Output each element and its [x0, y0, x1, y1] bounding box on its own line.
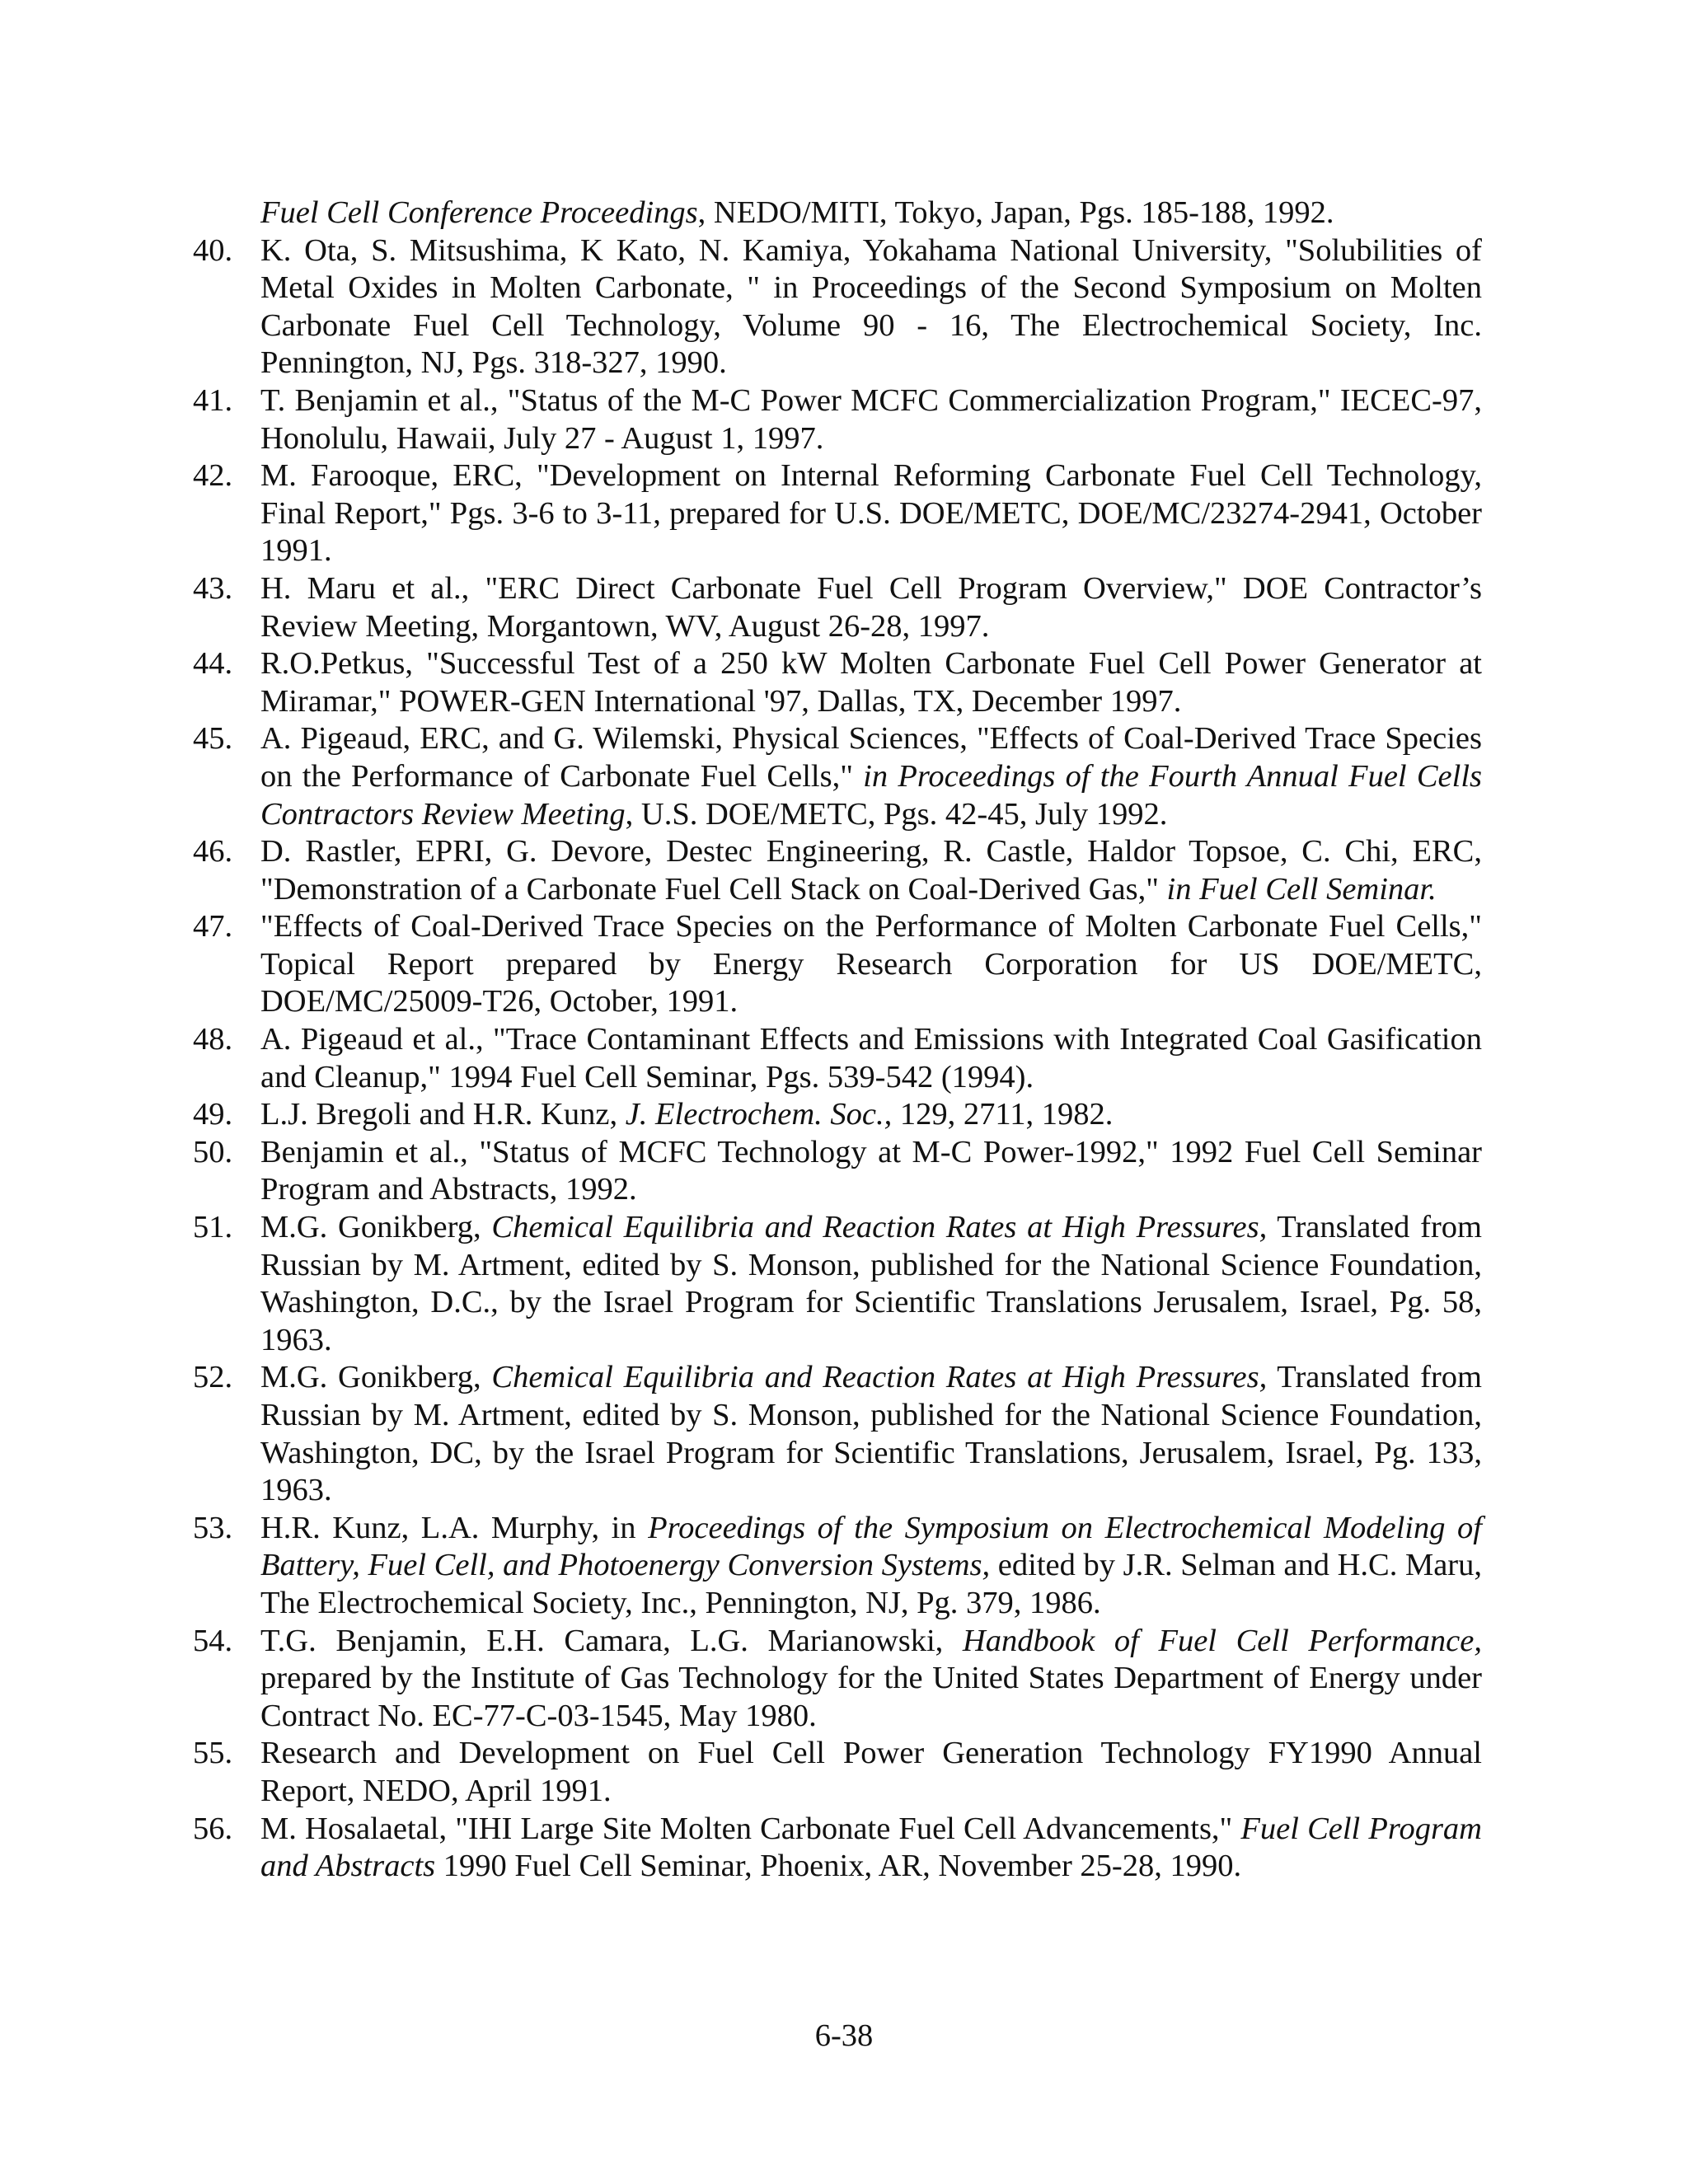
reference-text: [260, 720, 1482, 833]
reference-number: 54.: [193, 1623, 233, 1658]
reference-item: [193, 833, 1482, 908]
citation-text: M. Farooque, ERC, "Development on Internal Reforming Carbonate Fuel Cell Technology, Final Report," Pgs. 3-6 to 3-11, prepared for U.S. DOE/METC, DOE/MC/23274-2941, October 1991.: [260, 458, 1482, 569]
reference-item: [193, 1510, 1482, 1623]
citation-text: Benjamin et al., "Status of MCFC Technology at M-C Power-1992," 1992 Fuel Cell Seminar Program and Abstracts, 1992.: [260, 1134, 1482, 1207]
reference-text: [260, 382, 1482, 457]
citation-text: M.G. Gonikberg,: [260, 1360, 492, 1395]
reference-number: 41.: [193, 382, 233, 418]
page-number: 6-38: [814, 2018, 874, 2053]
reference-number: 43.: [193, 570, 233, 606]
reference-text: [260, 645, 1482, 720]
italic-title-text: in Fuel Cell Seminar.: [1166, 871, 1437, 907]
reference-number: 44.: [193, 646, 233, 682]
reference-number: 49.: [193, 1097, 233, 1132]
italic-title-text: in Proceedings of the Fourth Annual Fuel Cells Contractors Review Meeting: [260, 758, 1482, 832]
citation-text: 1990 Fuel Cell Seminar, Phoenix, AR, November 25-28, 1990.: [435, 1849, 1242, 1884]
citation-text: H. Maru et al., "ERC Direct Carbonate Fuel Cell Program Overview," DOE Contractor’s Review Meeting, Morgantown, WV, August 26-28, 1997.: [260, 570, 1482, 644]
citation-text: prepared by the Institute of Gas Technology for the United States Department of Energy under Contract No. EC-77-C-03-1545, May 1980.: [260, 1661, 1482, 1733]
citation-text: M. Hosalaetal, "IHI Large Site Molten Carbonate Fuel Cell Advancements,": [260, 1811, 1241, 1846]
reference-text: [260, 457, 1482, 570]
citation-text: H.R. Kunz, L.A. Murphy, in: [260, 1510, 649, 1545]
citation-text: edited by J.R. Selman and H.C. Maru, The Electrochemical Society, Inc., Pennington, NJ, Pg. 379, 1986.: [260, 1548, 1482, 1620]
reference-item: [193, 645, 1482, 720]
citation-text: Translated from Russian by M. Artment, edited by S. Monson, published for the National Science Foundation, Washington, DC, by the Israel Program for Scientific Translations, Jerusalem, Israel, Pg. 133, 1963.: [260, 1360, 1482, 1508]
reference-number: 50.: [193, 1134, 233, 1169]
reference-number: 55.: [193, 1736, 233, 1771]
citation-text: T.G. Benjamin, E.H. Camara, L.G. Marianowski,: [260, 1623, 963, 1658]
reference-text: [260, 1623, 1482, 1736]
italic-title-text: Fuel Cell Program and Abstracts: [260, 1811, 1482, 1884]
reference-text: [260, 1096, 1482, 1134]
citation-text: Translated from Russian by M. Artment, edited by S. Monson, published for the National Science Foundation, Washington, D.C., by the Israel Program for Scientific Translations Jerusalem, Israel, Pg. 58, 1963.: [260, 1210, 1482, 1357]
reference-text: [260, 570, 1482, 645]
italic-title-text: Handbook of Fuel Cell Performance,: [962, 1623, 1482, 1658]
reference-text: [260, 1359, 1482, 1509]
reference-item: [193, 570, 1482, 645]
reference-item: [193, 382, 1482, 457]
reference-number: 53.: [193, 1510, 233, 1545]
reference-number: 51.: [193, 1210, 233, 1245]
citation-text: K. Ota, S. Mitsushima, K Kato, N. Kamiya, Yokahama National University, "Solubilities of Metal Oxides in Molten Carbonate, " in Proceedings of the Second Symposium on Molten Carbonate Fuel Cell Technology, Volume 90 - 16, The Electrochemical Society, Inc. Pennington, NJ, Pgs. 318-327, 1990.: [260, 232, 1482, 381]
reference-item: [193, 1134, 1482, 1209]
reference-text: [260, 1735, 1482, 1810]
citation-text: A. Pigeaud, ERC, and G. Wilemski, Physical Sciences, "Effects of Coal-Derived Trace Species on the Performance of Carbonate Fuel Cells,": [260, 721, 1482, 794]
reference-text: [260, 908, 1482, 1021]
reference-number: 47.: [193, 909, 233, 944]
reference-continuation-text: [260, 194, 1482, 232]
reference-text: [260, 1134, 1482, 1209]
reference-continuation: [216, 194, 1482, 232]
citation-text: , U.S. DOE/METC, Pgs. 42-45, July 1992.: [625, 796, 1168, 832]
citation-text: A. Pigeaud et al., "Trace Contaminant Effects and Emissions with Integrated Coal Gasification and Cleanup," 1994 Fuel Cell Seminar, Pgs. 539-542 (1994).: [260, 1022, 1482, 1094]
reference-text: [260, 833, 1482, 908]
reference-item: [193, 457, 1482, 570]
reference-item: [193, 1359, 1482, 1509]
reference-number: 42.: [193, 458, 233, 494]
reference-number: 52.: [193, 1360, 233, 1395]
reference-text: [260, 1021, 1482, 1096]
reference-text: [260, 1209, 1482, 1359]
citation-text: 129, 2711, 1982.: [892, 1097, 1114, 1132]
reference-number: 56.: [193, 1811, 233, 1846]
citation-text: D. Rastler, EPRI, G. Devore, Destec Engineering, R. Castle, Haldor Topsoe, C. Chi, ERC, "Demonstration of a Carbonate Fuel Cell Stack on Coal-Derived Gas,": [260, 834, 1482, 907]
reference-item: [193, 1096, 1482, 1134]
reference-number: 40.: [193, 232, 233, 268]
reference-item: [193, 908, 1482, 1021]
citation-text: R.O.Petkus, "Successful Test of a 250 kW Molten Carbonate Fuel Cell Power Generator at Miramar," POWER-GEN International '97, Dallas, TX, December 1997.: [260, 646, 1482, 719]
citation-text: L.J. Bregoli and H.R. Kunz,: [260, 1097, 626, 1132]
italic-title-text: Chemical Equilibria and Reaction Rates at High Pressures,: [491, 1210, 1268, 1245]
reference-number: 46.: [193, 834, 233, 869]
citation-text: M.G. Gonikberg,: [260, 1210, 492, 1245]
reference-number: 48.: [193, 1022, 233, 1057]
citation-text: Research and Development on Fuel Cell Power Generation Technology FY1990 Annual Report, NEDO, April 1991.: [260, 1736, 1482, 1808]
reference-item: [193, 720, 1482, 833]
citation-text: , NEDO/MITI, Tokyo, Japan, Pgs. 185-188, 1992.: [697, 195, 1334, 230]
reference-text: [260, 1811, 1482, 1886]
reference-list: [193, 194, 1482, 1886]
italic-title-text: Fuel Cell Conference Proceedings: [260, 195, 698, 230]
reference-item: [193, 232, 1482, 382]
reference-item: [193, 1735, 1482, 1810]
reference-text: [260, 1510, 1482, 1623]
italic-title-text: Proceedings of the Symposium on Electrochemical Modeling of Battery, Fuel Cell, and Photoenergy Conversion Systems,: [260, 1510, 1482, 1583]
italic-title-text: Chemical Equilibria and Reaction Rates at High Pressures,: [491, 1360, 1268, 1395]
reference-item: [193, 1623, 1482, 1736]
reference-item: [193, 1021, 1482, 1096]
reference-item: [193, 1209, 1482, 1359]
reference-text: [260, 232, 1482, 382]
reference-item: [193, 1811, 1482, 1886]
reference-number: 45.: [193, 721, 233, 757]
italic-title-text: J. Electrochem. Soc.,: [625, 1097, 893, 1132]
citation-text: T. Benjamin et al., "Status of the M-C Power MCFC Commercialization Program," IECEC-97, Honolulu, Hawaii, July 27 - August 1, 1997.: [260, 382, 1482, 456]
citation-text: "Effects of Coal-Derived Trace Species on the Performance of Molten Carbonate Fuel Cells," Topical Report prepared by Energy Research Corporation for US DOE/METC, DOE/MC/25009-T26, October, 1991.: [260, 909, 1482, 1019]
